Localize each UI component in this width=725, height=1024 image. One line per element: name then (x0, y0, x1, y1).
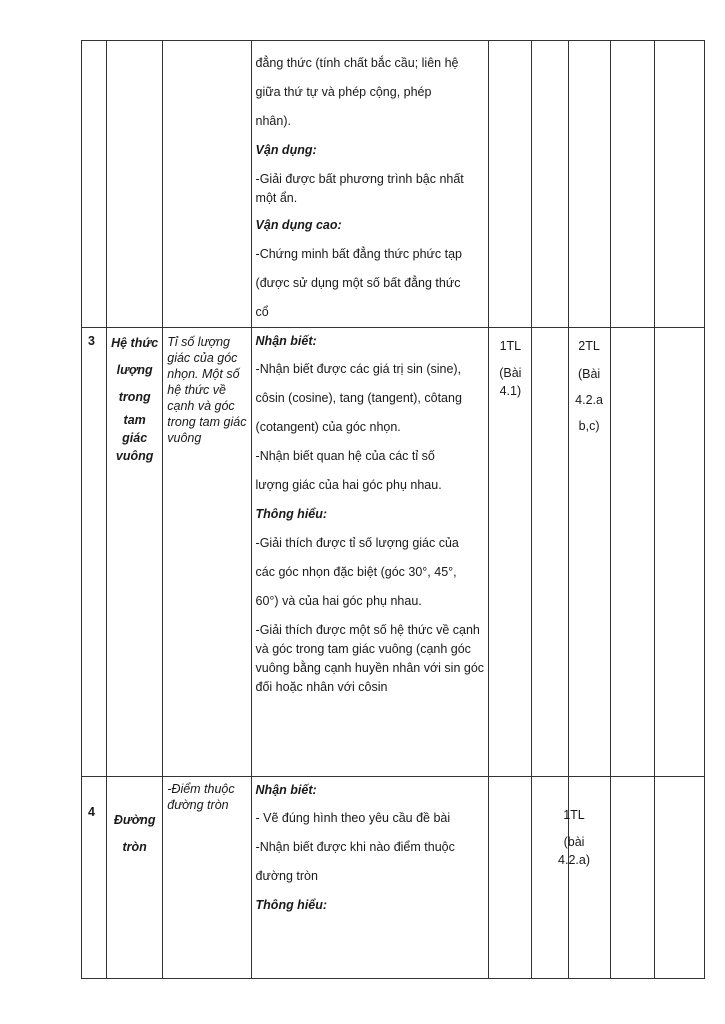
level-apply-cell (568, 328, 610, 777)
req-line: -Giải thích được một số hệ thức về cạnh và góc trong tam giác vuông (cạnh góc vuông bằng cạnh huyền nhân với sin góc đối hoặc nhân với côsin (255, 623, 485, 694)
table-row (82, 41, 705, 328)
req-line: đường tròn (255, 869, 318, 883)
exercise-ref: 4.2.a (575, 393, 603, 407)
exercise-ref: (Bài (577, 367, 601, 381)
cell-no (82, 41, 107, 328)
req-line: giữa thứ tự và phép cộng, phép (255, 85, 432, 99)
cell-requirements (251, 328, 489, 777)
row-number: 3 (82, 328, 107, 777)
req-heading-advanced: Vận dụng cao: (255, 218, 342, 232)
req-line: các góc nhọn đặc biệt (góc 30°, 45°, (255, 565, 457, 579)
exercise-ref: b,c) (578, 419, 600, 433)
req-line: lượng giác của hai góc phụ nhau. (255, 478, 442, 492)
cell-requirements (251, 777, 489, 979)
req-heading-recognize: Nhận biết: (255, 334, 317, 348)
req-line: -Nhận biết được các giá trị sin (sine), (255, 362, 462, 376)
cell-requirements (251, 41, 489, 328)
topic-cell: Hệ thức lượng trong tam giác vuông (107, 328, 163, 777)
matrix-table (81, 40, 705, 979)
exercise-ref: (bài 4.2.a) (558, 835, 590, 867)
count-badge: 1TL (499, 339, 522, 353)
row-number: 4 (82, 777, 107, 979)
count-badge: 2TL (578, 339, 600, 353)
req-line: -Giải thích được tỉ số lượng giác của (255, 536, 459, 550)
req-line: - Vẽ đúng hình theo yêu cầu đề bài (255, 811, 451, 825)
req-line: -Giải được bất phương trình bậc nhất một ẩn. (255, 172, 464, 205)
count-badge: 1TL (563, 808, 585, 822)
req-line: -Nhận biết quan hệ của các tỉ số (255, 449, 435, 463)
req-line: cổ (255, 305, 269, 319)
level-recognize-cell (489, 328, 532, 777)
req-line: nhân). (255, 114, 291, 128)
req-line: 60°) và của hai góc phụ nhau. (255, 594, 422, 608)
req-line: -Nhận biết được khi nào điểm thuộc (255, 840, 455, 854)
unit-cell: -Điểm thuộc đường tròn (163, 777, 251, 979)
cell-unit (163, 41, 251, 328)
table-row (82, 777, 705, 979)
req-heading-understand: Thông hiểu: (255, 898, 328, 912)
req-line: -Chứng minh bất đẳng thức phức tạp (255, 247, 463, 261)
req-heading-apply: Vận dụng: (255, 143, 317, 157)
unit-cell: Tỉ số lượng giác của góc nhọn. Một số hệ thức về cạnh và góc trong tam giác vuông (163, 328, 251, 777)
req-line: (cotangent) của góc nhọn. (255, 420, 401, 434)
req-line: đẳng thức (tính chất bắc cầu; liên hệ (255, 56, 459, 70)
req-line: côsin (cosine), tang (tangent), côtang (255, 391, 462, 405)
topic-cell: Đường tròn (107, 777, 163, 979)
table-row (82, 328, 705, 777)
req-heading-recognize: Nhận biết: (255, 783, 317, 797)
level-understand-row4 (554, 805, 594, 869)
req-heading-understand: Thông hiểu: (255, 507, 328, 521)
exercise-ref: (Bài 4.1) (499, 366, 522, 398)
cell-topic (107, 41, 163, 328)
req-line: (được sử dụng một số bất đẳng thức (255, 276, 461, 290)
